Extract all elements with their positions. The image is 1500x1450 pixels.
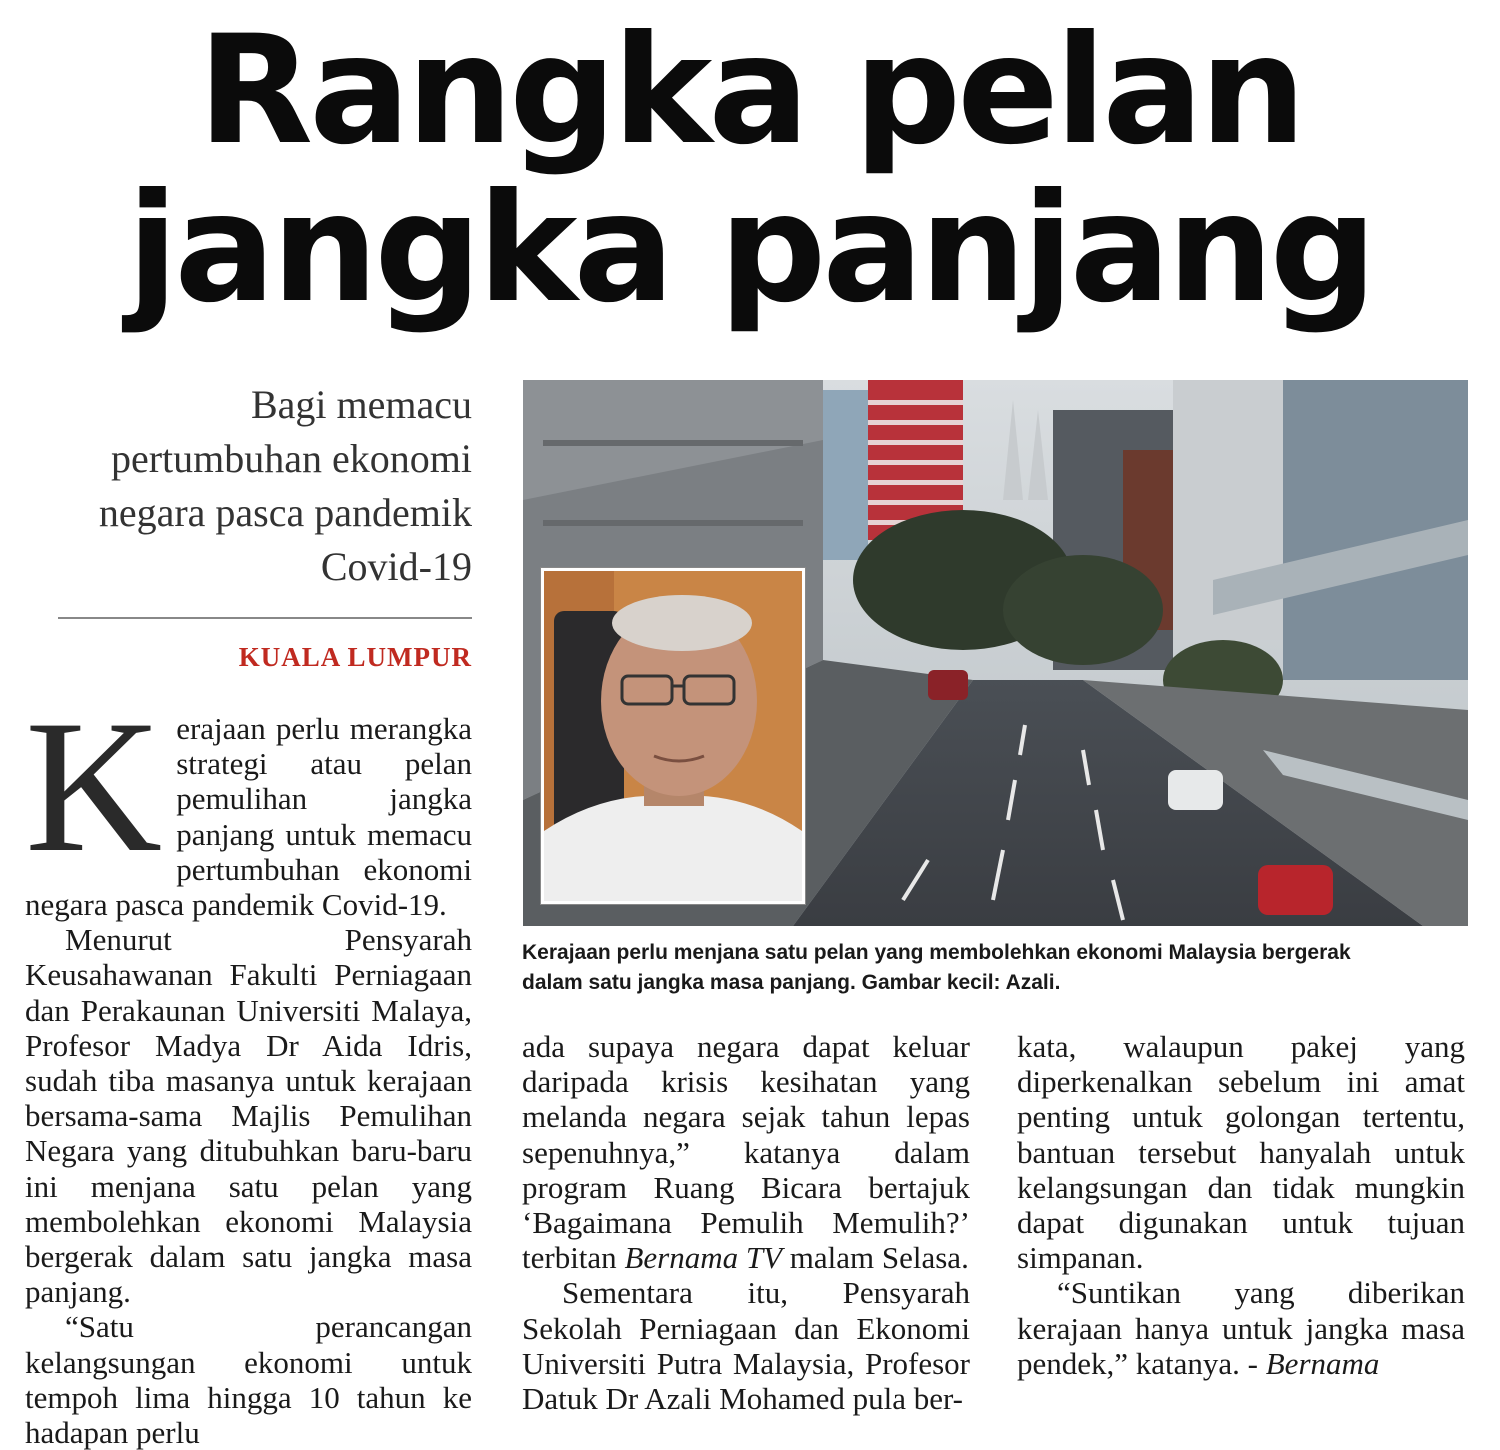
paragraph-3-text: ada supaya negara dapat keluar daripada krisis kesihatan yang melanda negara sejak tahun lepas sepenuhnya,” katanya dalam program Ruang Bicara bertajuk ‘Bagaimana Pemulih Memulih?’ terbitan: [522, 1029, 970, 1276]
body-column-3: [1017, 1029, 1465, 1381]
caption-line: dalam satu jangka masa panjang. Gambar kecil: Azali.: [522, 971, 1061, 994]
body-column-2: [522, 1029, 970, 1416]
headline-line-1: Rangka pelan: [197, 4, 1303, 178]
paragraph-5: [1017, 1275, 1465, 1381]
inset-portrait-photo: [541, 568, 805, 904]
program-name: Bernama TV: [624, 1240, 783, 1276]
standfirst: [40, 378, 472, 594]
photo-caption: [522, 938, 1472, 998]
paragraph-5-text: “Suntikan yang diberikan kerajaan hanya untuk jangka masa pendek,” katanya. -: [1017, 1275, 1465, 1381]
standfirst-line: negara pasca pandemik: [98, 490, 472, 535]
paragraph-3-end: malam Selasa.: [782, 1240, 969, 1276]
portrait-illustration: [544, 571, 802, 901]
source-credit: Bernama: [1265, 1345, 1380, 1381]
headline: [0, 4, 1500, 336]
headline-line-2: jangka panjang: [126, 162, 1374, 336]
drop-cap: K: [25, 682, 163, 892]
paragraph-1-text: erajaan perlu merangka strategi atau pelan pemulihan jangka panjang untuk memacu pertumbuhan ekonomi negara pasca pandemik Covid-19.: [25, 711, 472, 923]
standfirst-line: Bagi memacu: [250, 382, 472, 427]
paragraph-4-continued: kata, walaupun pakej yang diperkenalkan sebelum ini amat penting untuk golongan tertentu, bantuan tersebut hanyalah untuk kelangsungan dan tidak mungkin dapat digunakan untuk tujuan simpanan.: [1017, 1029, 1465, 1276]
dateline: KUALA LUMPUR: [238, 642, 472, 672]
body-column-1: [25, 682, 472, 1450]
paragraph-3-continued: [522, 1029, 970, 1275]
paragraph-4-start: Sementara itu, Pensyarah Sekolah Perniagaan dan Ekonomi Universiti Putra Malaysia, Profesor Datuk Dr Azali Mohamed pula ber-: [522, 1275, 970, 1417]
standfirst-line: pertumbuhan ekonomi: [110, 436, 472, 481]
paragraph-2: Menurut Pensyarah Keusahawanan Fakulti Perniagaan dan Perakaunan Universiti Malaya, Profesor Madya Dr Aida Idris, sudah tiba masanya untuk kerajaan bersama-sama Majlis Pemulihan Negara yang ditubuhkan baru-baru ini menjana satu pelan yang membolehkan ekonomi Malaysia bergerak dalam satu jangka masa panjang.: [25, 922, 472, 1310]
caption-line: Kerajaan perlu menjana satu pelan yang membolehkan ekonomi Malaysia bergerak: [522, 941, 1351, 964]
paragraph-3-start: “Satu perancangan kelangsungan ekonomi untuk tempoh lima hingga 10 tahun ke hadapan perlu: [25, 1309, 472, 1450]
standfirst-line: Covid-19: [320, 544, 472, 589]
paragraph-1: [25, 682, 472, 923]
divider: [58, 617, 472, 619]
